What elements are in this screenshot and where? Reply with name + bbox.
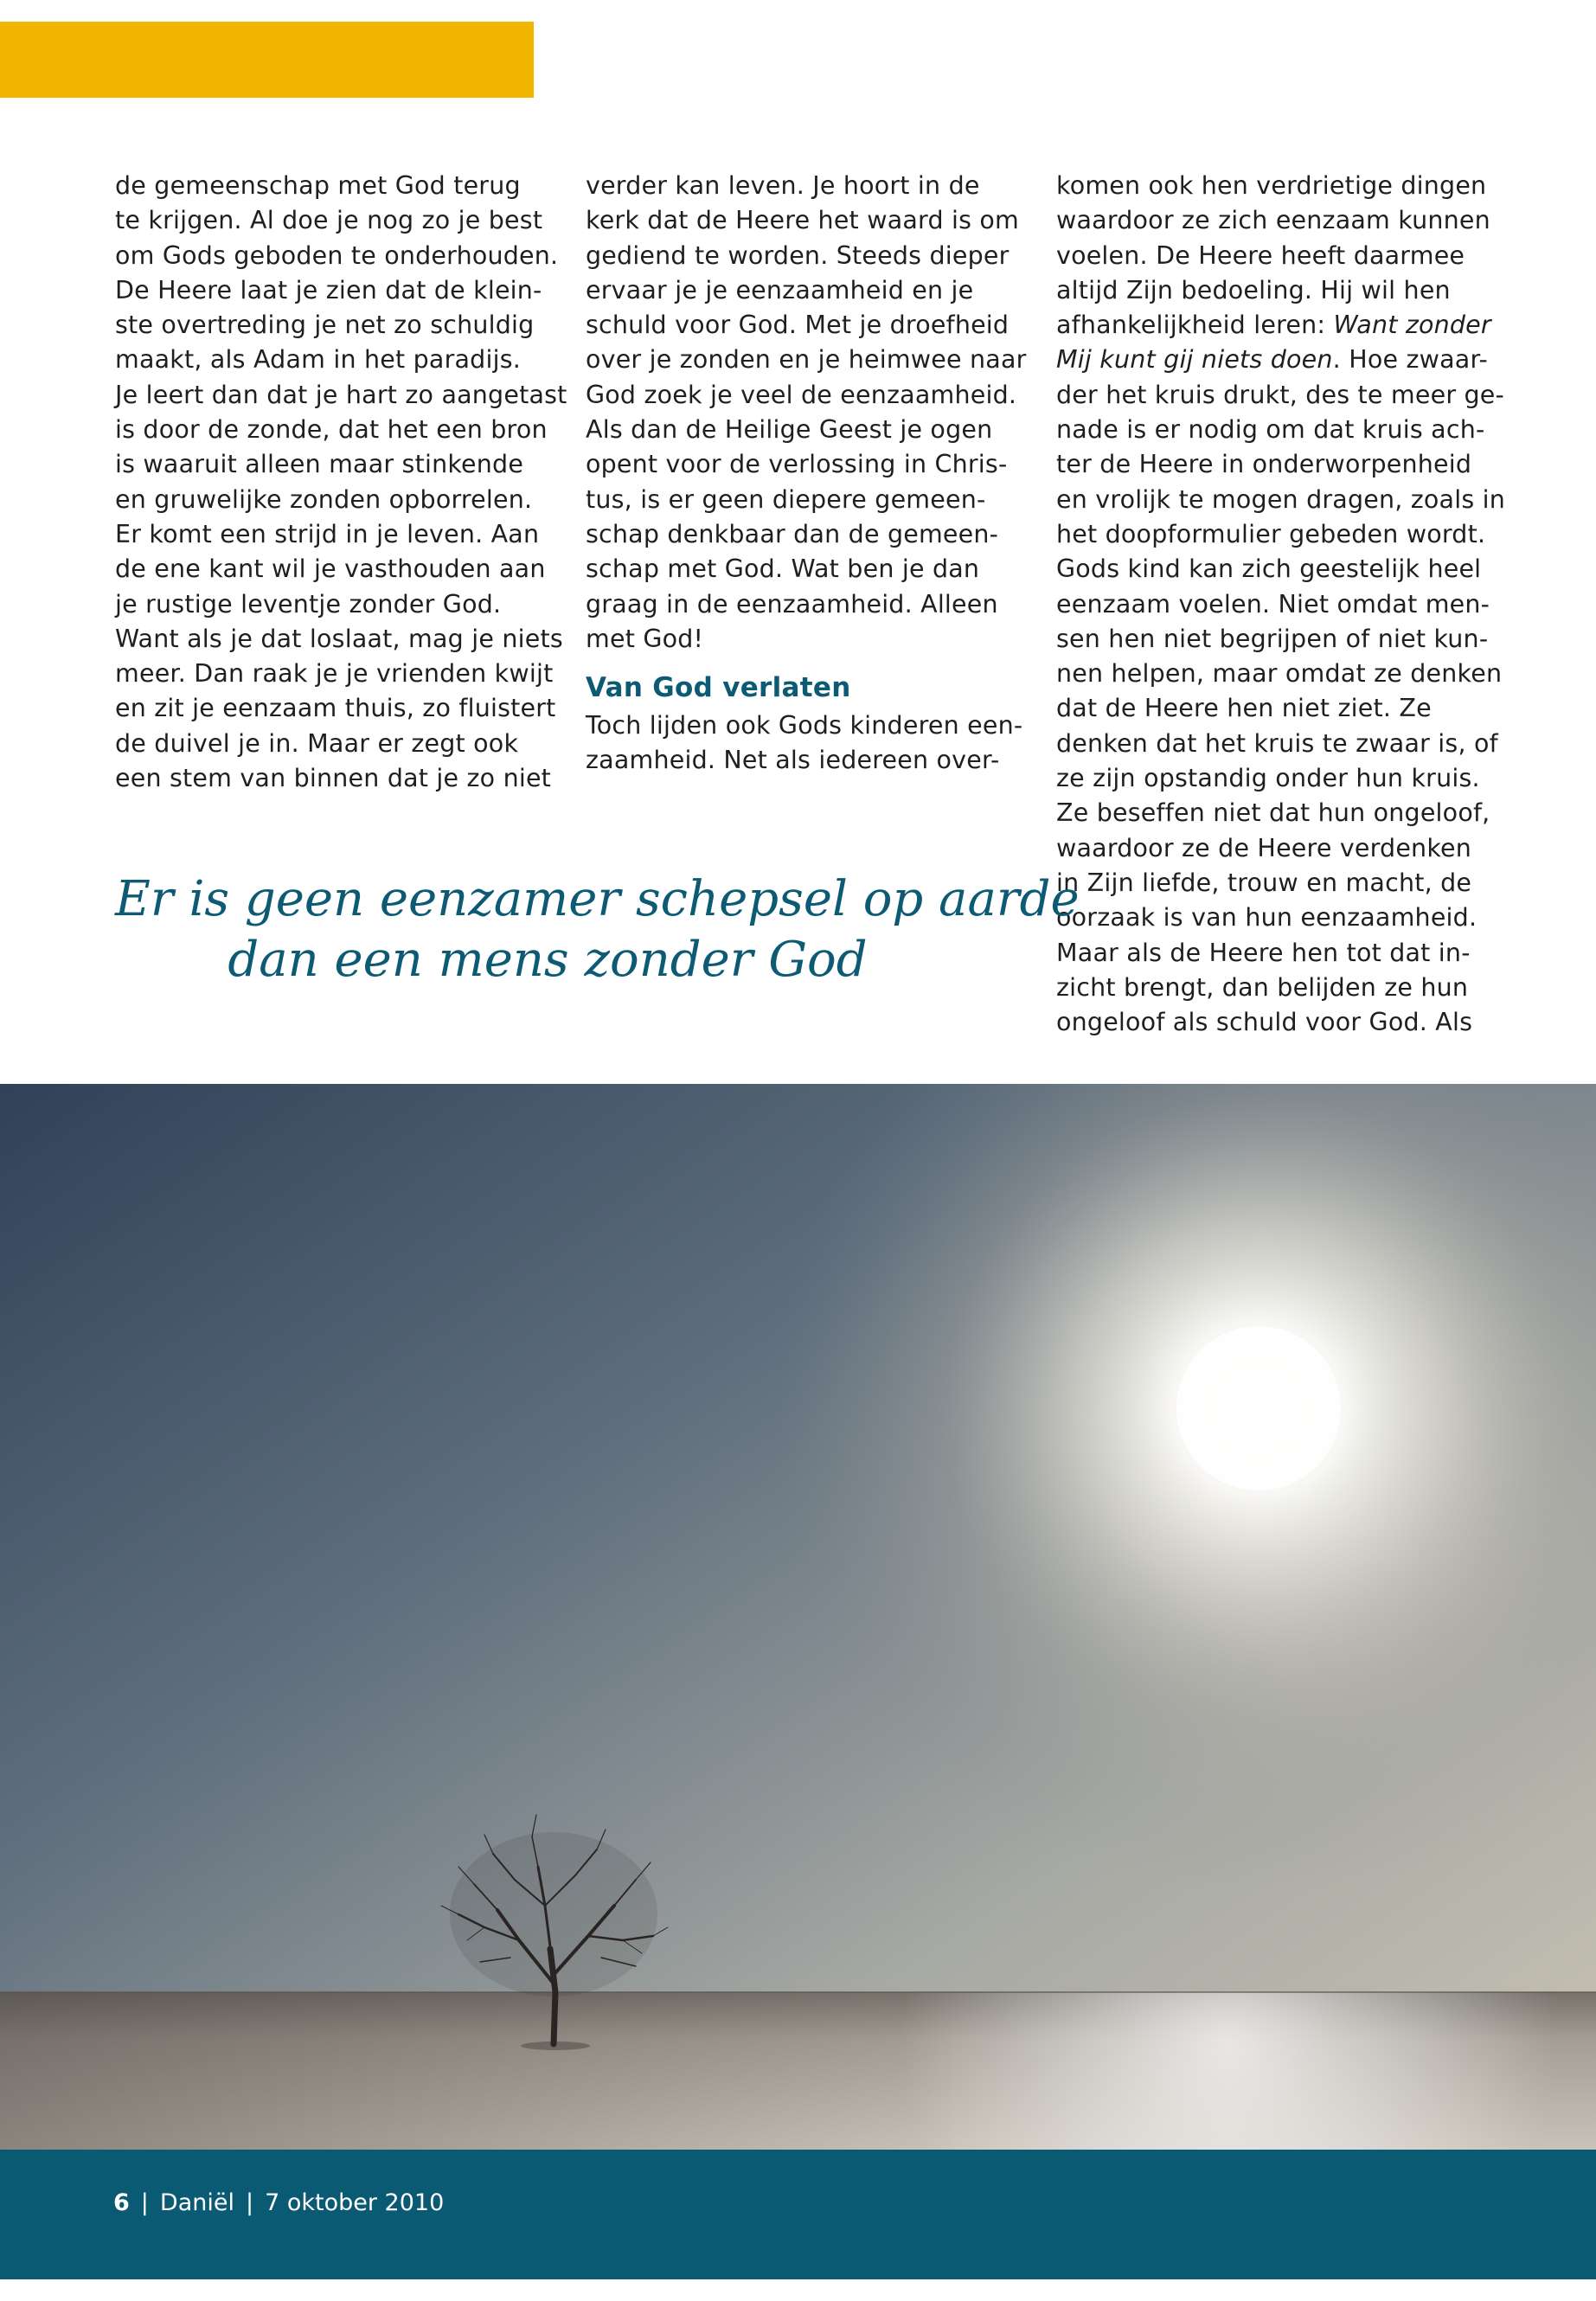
text-line: schuld voor God. Met je droefheid bbox=[586, 311, 1010, 340]
text-line: waardoor ze zich eenzaam kunnen bbox=[1056, 206, 1490, 235]
text-line: oorzaak is van hun eenzaamheid. bbox=[1056, 903, 1477, 933]
issue-date: 7 oktober 2010 bbox=[265, 2189, 445, 2216]
pull-quote bbox=[115, 869, 1080, 990]
text-line: Toch lijden ook Gods kinderen een- bbox=[586, 711, 1023, 740]
text-line: de ene kant wil je vasthouden aan bbox=[115, 554, 546, 584]
text-line: Maar als de Heere hen tot dat in- bbox=[1056, 938, 1471, 967]
text-line: schap met God. Wat ben je dan bbox=[586, 554, 980, 584]
text-span: . Hoe zwaar- bbox=[1332, 345, 1489, 375]
text-line: ste overtreding je net zo schuldig bbox=[115, 311, 535, 340]
text-line: denken dat het kruis te zwaar is, of bbox=[1056, 728, 1498, 758]
text-line: Je leert dan dat je hart zo aangetast bbox=[115, 380, 567, 409]
italic-quote: Want zonder bbox=[1333, 311, 1491, 340]
text-line: De Heere laat je zien dat de klein- bbox=[115, 275, 542, 304]
text-line: over je zonden en je heimwee naar bbox=[586, 345, 1027, 375]
text-line: Ze beseffen niet dat hun ongeloof, bbox=[1056, 798, 1490, 828]
text-line: verder kan leven. Je hoort in de bbox=[586, 171, 980, 200]
tree-base-shadow bbox=[521, 2041, 590, 2050]
text-line: om Gods geboden te onderhouden. bbox=[115, 240, 559, 270]
text-column-1 bbox=[115, 169, 567, 796]
sun bbox=[1176, 1326, 1341, 1490]
text-line: meer. Dan raak je je vrienden kwijt bbox=[115, 659, 554, 689]
italic-quote: Mij kunt gij niets doen bbox=[1056, 345, 1333, 375]
text-line: waardoor ze de Heere verdenken bbox=[1056, 833, 1472, 862]
footer-separator: | bbox=[140, 2189, 149, 2216]
text-column-3 bbox=[1056, 169, 1506, 1040]
text-span: afhankelijkheid leren: bbox=[1056, 311, 1334, 340]
photo-illustration bbox=[0, 1084, 1596, 2150]
text-line bbox=[1056, 308, 1506, 343]
text-line: Als dan de Heilige Geest je ogen bbox=[586, 415, 993, 445]
text-column-2 bbox=[586, 169, 1027, 779]
text-line: zaamheid. Net als iedereen over- bbox=[586, 746, 1000, 775]
text-line: komen ook hen verdrietige dingen bbox=[1056, 171, 1487, 200]
text-line: dat de Heere hen niet ziet. Ze bbox=[1056, 694, 1432, 723]
text-line: Er komt een strijd in je leven. Aan bbox=[115, 519, 540, 548]
text-line: ervaar je je eenzaamheid en je bbox=[586, 275, 974, 304]
snow-shine bbox=[0, 1992, 1596, 2150]
text-line: en gruwelijke zonden opborrelen. bbox=[115, 484, 533, 514]
text-line: altijd Zijn bedoeling. Hij wil hen bbox=[1056, 275, 1451, 304]
text-line: en zit je eenzaam thuis, zo fluistert bbox=[115, 694, 556, 723]
text-line: gediend te worden. Steeds dieper bbox=[586, 240, 1010, 270]
pull-quote-line-2: dan een mens zonder God bbox=[228, 932, 868, 988]
text-line: opent voor de verlossing in Chris- bbox=[586, 450, 1008, 479]
magazine-name: Daniël bbox=[159, 2189, 234, 2216]
footer-separator: | bbox=[245, 2189, 254, 2216]
section-heading: Van God verlaten bbox=[586, 672, 851, 704]
text-line: graag in de eenzaamheid. Alleen bbox=[586, 589, 998, 619]
text-line: schap denkbaar dan de gemeen- bbox=[586, 519, 999, 548]
text-line: voelen. De Heere heeft daarmee bbox=[1056, 240, 1465, 270]
pull-quote-line-1: Er is geen eenzamer schepsel op aarde bbox=[115, 871, 1080, 927]
footer bbox=[113, 2186, 444, 2221]
text-line: in Zijn liefde, trouw en macht, de bbox=[1056, 868, 1472, 897]
text-line: ze zijn opstandig onder hun kruis. bbox=[1056, 764, 1480, 793]
text-line: God zoek je veel de eenzaamheid. bbox=[586, 380, 1017, 409]
text-line: nade is er nodig om dat kruis ach- bbox=[1056, 415, 1485, 445]
text-line: nen helpen, maar omdat ze denken bbox=[1056, 659, 1503, 689]
text-line: is door de zonde, dat het een bron bbox=[115, 415, 548, 445]
text-line: sen hen niet begrijpen of niet kun- bbox=[1056, 624, 1489, 653]
text-line: der het kruis drukt, des te meer ge- bbox=[1056, 380, 1505, 409]
text-line: ter de Heere in onderworpenheid bbox=[1056, 450, 1472, 479]
text-line: zicht brengt, dan belijden ze hun bbox=[1056, 972, 1469, 1002]
text-line: en vrolijk te mogen dragen, zoals in bbox=[1056, 484, 1506, 514]
text-line: eenzaam voelen. Niet omdat men- bbox=[1056, 589, 1490, 619]
text-line: te krijgen. Al doe je nog zo je best bbox=[115, 206, 543, 235]
text-line bbox=[1056, 343, 1506, 377]
text-line: is waaruit alleen maar stinkende bbox=[115, 450, 524, 479]
text-line: ongeloof als schuld voor God. Als bbox=[1056, 1008, 1473, 1037]
winter-landscape-photo bbox=[0, 1084, 1596, 2150]
text-line: tus, is er geen diepere gemeen- bbox=[586, 484, 986, 514]
text-line: Gods kind kan zich geestelijk heel bbox=[1056, 554, 1482, 584]
text-line: kerk dat de Heere het waard is om bbox=[586, 206, 1020, 235]
text-line: met God! bbox=[586, 624, 704, 653]
tree-crown-haze bbox=[450, 1832, 657, 1997]
sun-glow bbox=[0, 1084, 1596, 2150]
page-number: 6 bbox=[113, 2189, 130, 2216]
text-line: maakt, als Adam in het paradijs. bbox=[115, 345, 521, 375]
text-line: je rustige leventje zonder God. bbox=[115, 589, 502, 619]
text-line: Want als je dat loslaat, mag je niets bbox=[115, 624, 563, 653]
text-line: de duivel je in. Maar er zegt ook bbox=[115, 728, 519, 758]
text-line: een stem van binnen dat je zo niet bbox=[115, 764, 552, 793]
accent-bar bbox=[0, 22, 534, 98]
text-line: de gemeenschap met God terug bbox=[115, 171, 521, 200]
text-line: het doopformulier gebeden wordt. bbox=[1056, 519, 1486, 548]
